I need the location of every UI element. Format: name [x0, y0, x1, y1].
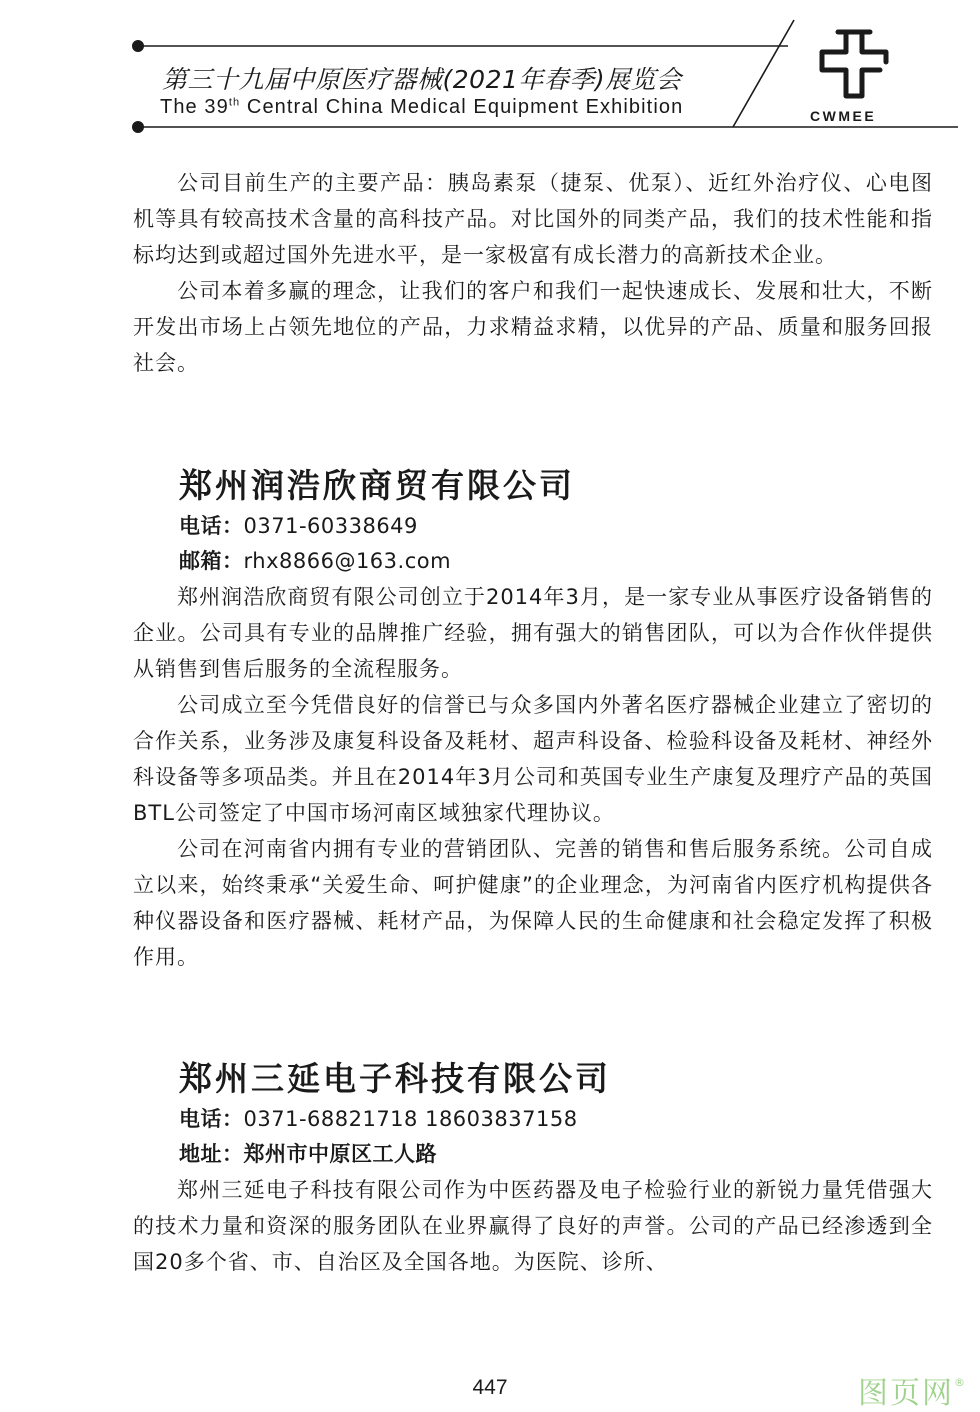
- paragraph: 公司在河南省内拥有专业的营销团队、完善的销售和售后服务系统。公司自成立以来，始终秉承“关爱生命、呵护健康”的企业理念，为河南省内医疗机构提供各种仪器设备和医疗器械、耗材产品，为保障人民的生命健康和社会稳定发挥了积极作用。: [133, 837, 933, 969]
- section-company-sanyan: [133, 1057, 933, 1280]
- paragraph: 公司成立至今凭借良好的信誉已与众多国内外著名医疗器械企业建立了密切的合作关系，业务涉及康复科设备及耗材、超声科设备、检验科设备及耗材、神经外科设备等多项品类。并且在2014年3月公司和英国专业生产康复及理疗产品的英国BTL公司签定了中国市场河南区域独家代理协议。: [133, 693, 933, 825]
- registered-mark: ®: [954, 1376, 967, 1389]
- paragraph: 郑州润浩欣商贸有限公司创立于2014年3月，是一家专业从事医疗设备销售的企业。公司具有专业的品牌推广经验，拥有强大的销售团队，可以为合作伙伴提供从销售到售后服务的全流程服务。: [133, 585, 933, 681]
- phone-label: 电话：: [179, 514, 244, 538]
- section-previous-company: [133, 165, 933, 381]
- page-content: [133, 165, 933, 1280]
- phone-line: [179, 509, 933, 544]
- title-en-suffix: Central China Medical Equipment Exhibition: [240, 96, 684, 118]
- page-header: [0, 0, 980, 140]
- address-value: 郑州市中原区工人路: [243, 1142, 437, 1166]
- email-label: 邮箱：: [179, 549, 244, 573]
- company-name: 郑州三延电子科技有限公司: [179, 1059, 611, 1098]
- logo-text: CWMEE: [810, 108, 877, 124]
- phone-value: 0371-60338649: [243, 514, 418, 538]
- phone-line: [179, 1102, 933, 1137]
- header-top-bullet: [132, 40, 144, 52]
- title-en-prefix: The 39: [160, 96, 229, 118]
- title-en-ordinal: th: [228, 96, 241, 109]
- phone-value: 0371-68821718 18603837158: [243, 1107, 578, 1131]
- cross-logo-icon: [822, 32, 886, 96]
- header-bottom-bullet: [132, 121, 144, 133]
- phone-label: 电话：: [179, 1107, 244, 1131]
- email-value: rhx8866@163.com: [243, 549, 452, 573]
- section-company-runhaoxin: [133, 464, 933, 975]
- paragraph: 郑州三延电子科技有限公司作为中医药器及电子检验行业的新锐力量凭借强大的技术力量和资深的服务团队在业界赢得了良好的声誉。公司的产品已经渗透到全国20多个省、市、自治区及全国各地。为医院、诊所、: [133, 1178, 933, 1274]
- watermark: [858, 1368, 967, 1412]
- exhibition-title-cn: 第三十九届中原医疗器械(2021年春季)展览会: [162, 65, 682, 94]
- page-number: 447: [472, 1376, 508, 1399]
- paragraph: 公司本着多赢的理念，让我们的客户和我们一起快速成长、发展和壮大，不断开发出市场上占领先地位的产品，力求精益求精，以优异的产品、质量和服务回报社会。: [133, 279, 933, 375]
- exhibition-title-en: [160, 96, 683, 119]
- watermark-text: 图页网: [858, 1376, 954, 1411]
- address-line: [179, 1137, 933, 1172]
- paragraph: 公司目前生产的主要产品：胰岛素泵（捷泵、优泵）、近红外治疗仪、心电图机等具有较高技术含量的高科技产品。对比国外的同类产品，我们的技术性能和指标均达到或超过国外先进水平，是一家极富有成长潜力的高新技术企业。: [133, 171, 933, 267]
- header-diagonal-rule: [733, 20, 794, 127]
- email-line: [179, 544, 933, 579]
- company-name: 郑州润浩欣商贸有限公司: [179, 466, 575, 505]
- address-label: 地址：: [179, 1142, 244, 1166]
